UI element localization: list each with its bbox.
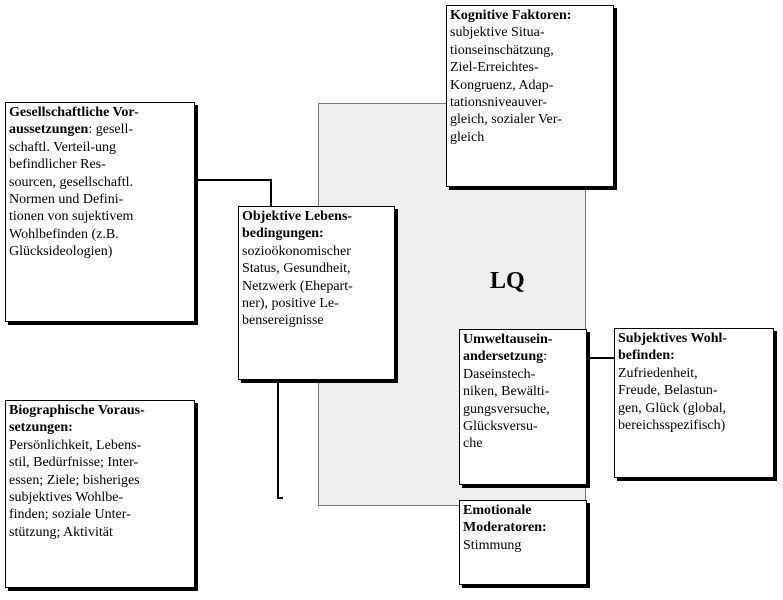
box-text-line: gleich, sozialer Ver- xyxy=(450,112,562,128)
box-biographische-voraussetzungen xyxy=(5,400,195,588)
box-text-line: Stimmung xyxy=(463,537,522,553)
box-text-line: stil, Bedürfnisse; Inter- xyxy=(9,455,139,471)
box-title: setzungen: xyxy=(9,420,73,436)
box-text-line: subjektives Wohlbe- xyxy=(9,490,124,506)
box-text-line: befindlicher Res- xyxy=(9,157,106,173)
box-text-line: Wohlbefinden (z.B. xyxy=(9,226,119,242)
lq-label: LQ xyxy=(490,268,525,294)
box-text-line: niken, Bewälti- xyxy=(463,384,550,400)
box-text-line: gen, Glück (global, xyxy=(618,400,727,416)
box-title: Biographische Voraus- xyxy=(9,403,145,418)
box-text-line: tionseinschätzung, xyxy=(450,42,554,58)
box-title: Umweltausein- xyxy=(463,332,553,347)
box-text-line: Status, Gesundheit, xyxy=(242,261,351,277)
box-text-line: sozioökonomischer xyxy=(242,243,351,259)
box-text-line: Glücksideologien) xyxy=(9,244,113,260)
box-text-line: bensereignisse xyxy=(242,313,324,329)
box-text-line: Ziel-Erreichtes- xyxy=(450,60,539,76)
box-objektive-lebensbedingungen xyxy=(238,206,395,380)
box-title-line-mixed xyxy=(463,348,583,365)
box-kognitive-faktoren xyxy=(446,5,614,187)
box-text-line: gungsversuche, xyxy=(463,401,550,417)
box-text-line: essen; Ziele; bisheriges xyxy=(9,472,140,488)
box-text-line: sourcen, gesellschaftl. xyxy=(9,174,134,190)
box-title: Kognitive Faktoren: xyxy=(450,8,572,23)
box-title: Objektive Lebens- xyxy=(242,209,353,224)
box-text-line: Kongruenz, Adap- xyxy=(450,77,554,93)
box-gesellschaftliche-voraussetzungen xyxy=(5,102,195,322)
box-title-line-mixed xyxy=(9,121,191,138)
box-emotionale-moderatoren xyxy=(459,500,587,585)
box-text-line: che xyxy=(463,436,483,452)
box-title: aussetzungen xyxy=(9,122,89,138)
box-text-line: finden; soziale Unter- xyxy=(9,507,131,523)
box-title: Emotionale xyxy=(463,503,532,518)
box-text-line: Freude, Belastun- xyxy=(618,383,718,399)
box-title: befinden: xyxy=(618,348,675,364)
box-title: bedingungen: xyxy=(242,226,324,242)
connector-gesellschaftlich-objektiv xyxy=(195,180,271,206)
box-text-fragment: : gesell- xyxy=(88,122,134,138)
box-text-line: Netzwerk (Ehepart- xyxy=(242,278,353,294)
box-text-line: Normen und Defini- xyxy=(9,192,124,208)
box-text-line: schaftl. Verteil-ung xyxy=(9,139,117,155)
box-text-line: ner), positive Le- xyxy=(242,296,339,312)
box-text-line: Glücksversu- xyxy=(463,419,538,435)
box-title: andersetzung xyxy=(463,349,544,365)
box-text-line: bereichsspezifisch) xyxy=(618,418,726,434)
box-title: Subjektives Wohl- xyxy=(618,331,728,346)
box-text-line: Daseinstech- xyxy=(463,366,536,382)
box-text-line: tionen von sujektivem xyxy=(9,209,134,225)
box-text-line: subjektive Situa- xyxy=(450,25,545,41)
box-subjektives-wohlbefinden xyxy=(614,328,774,478)
box-title: Gesellschaftliche Vor- xyxy=(9,105,139,120)
connector-biographisch-objektiv xyxy=(278,380,283,498)
box-title: Moderatoren: xyxy=(463,520,547,536)
box-text-line: stützung; Aktivität xyxy=(9,524,113,540)
box-text-line: tationsniveauver- xyxy=(450,95,547,111)
box-umweltauseinandersetzung xyxy=(459,329,587,485)
box-text-line: gleich xyxy=(450,129,485,145)
box-text-fragment: : xyxy=(543,349,548,365)
box-text-line: Persönlichkeit, Lebens- xyxy=(9,437,142,453)
box-text-line: Zufriedenheit, xyxy=(618,365,698,381)
